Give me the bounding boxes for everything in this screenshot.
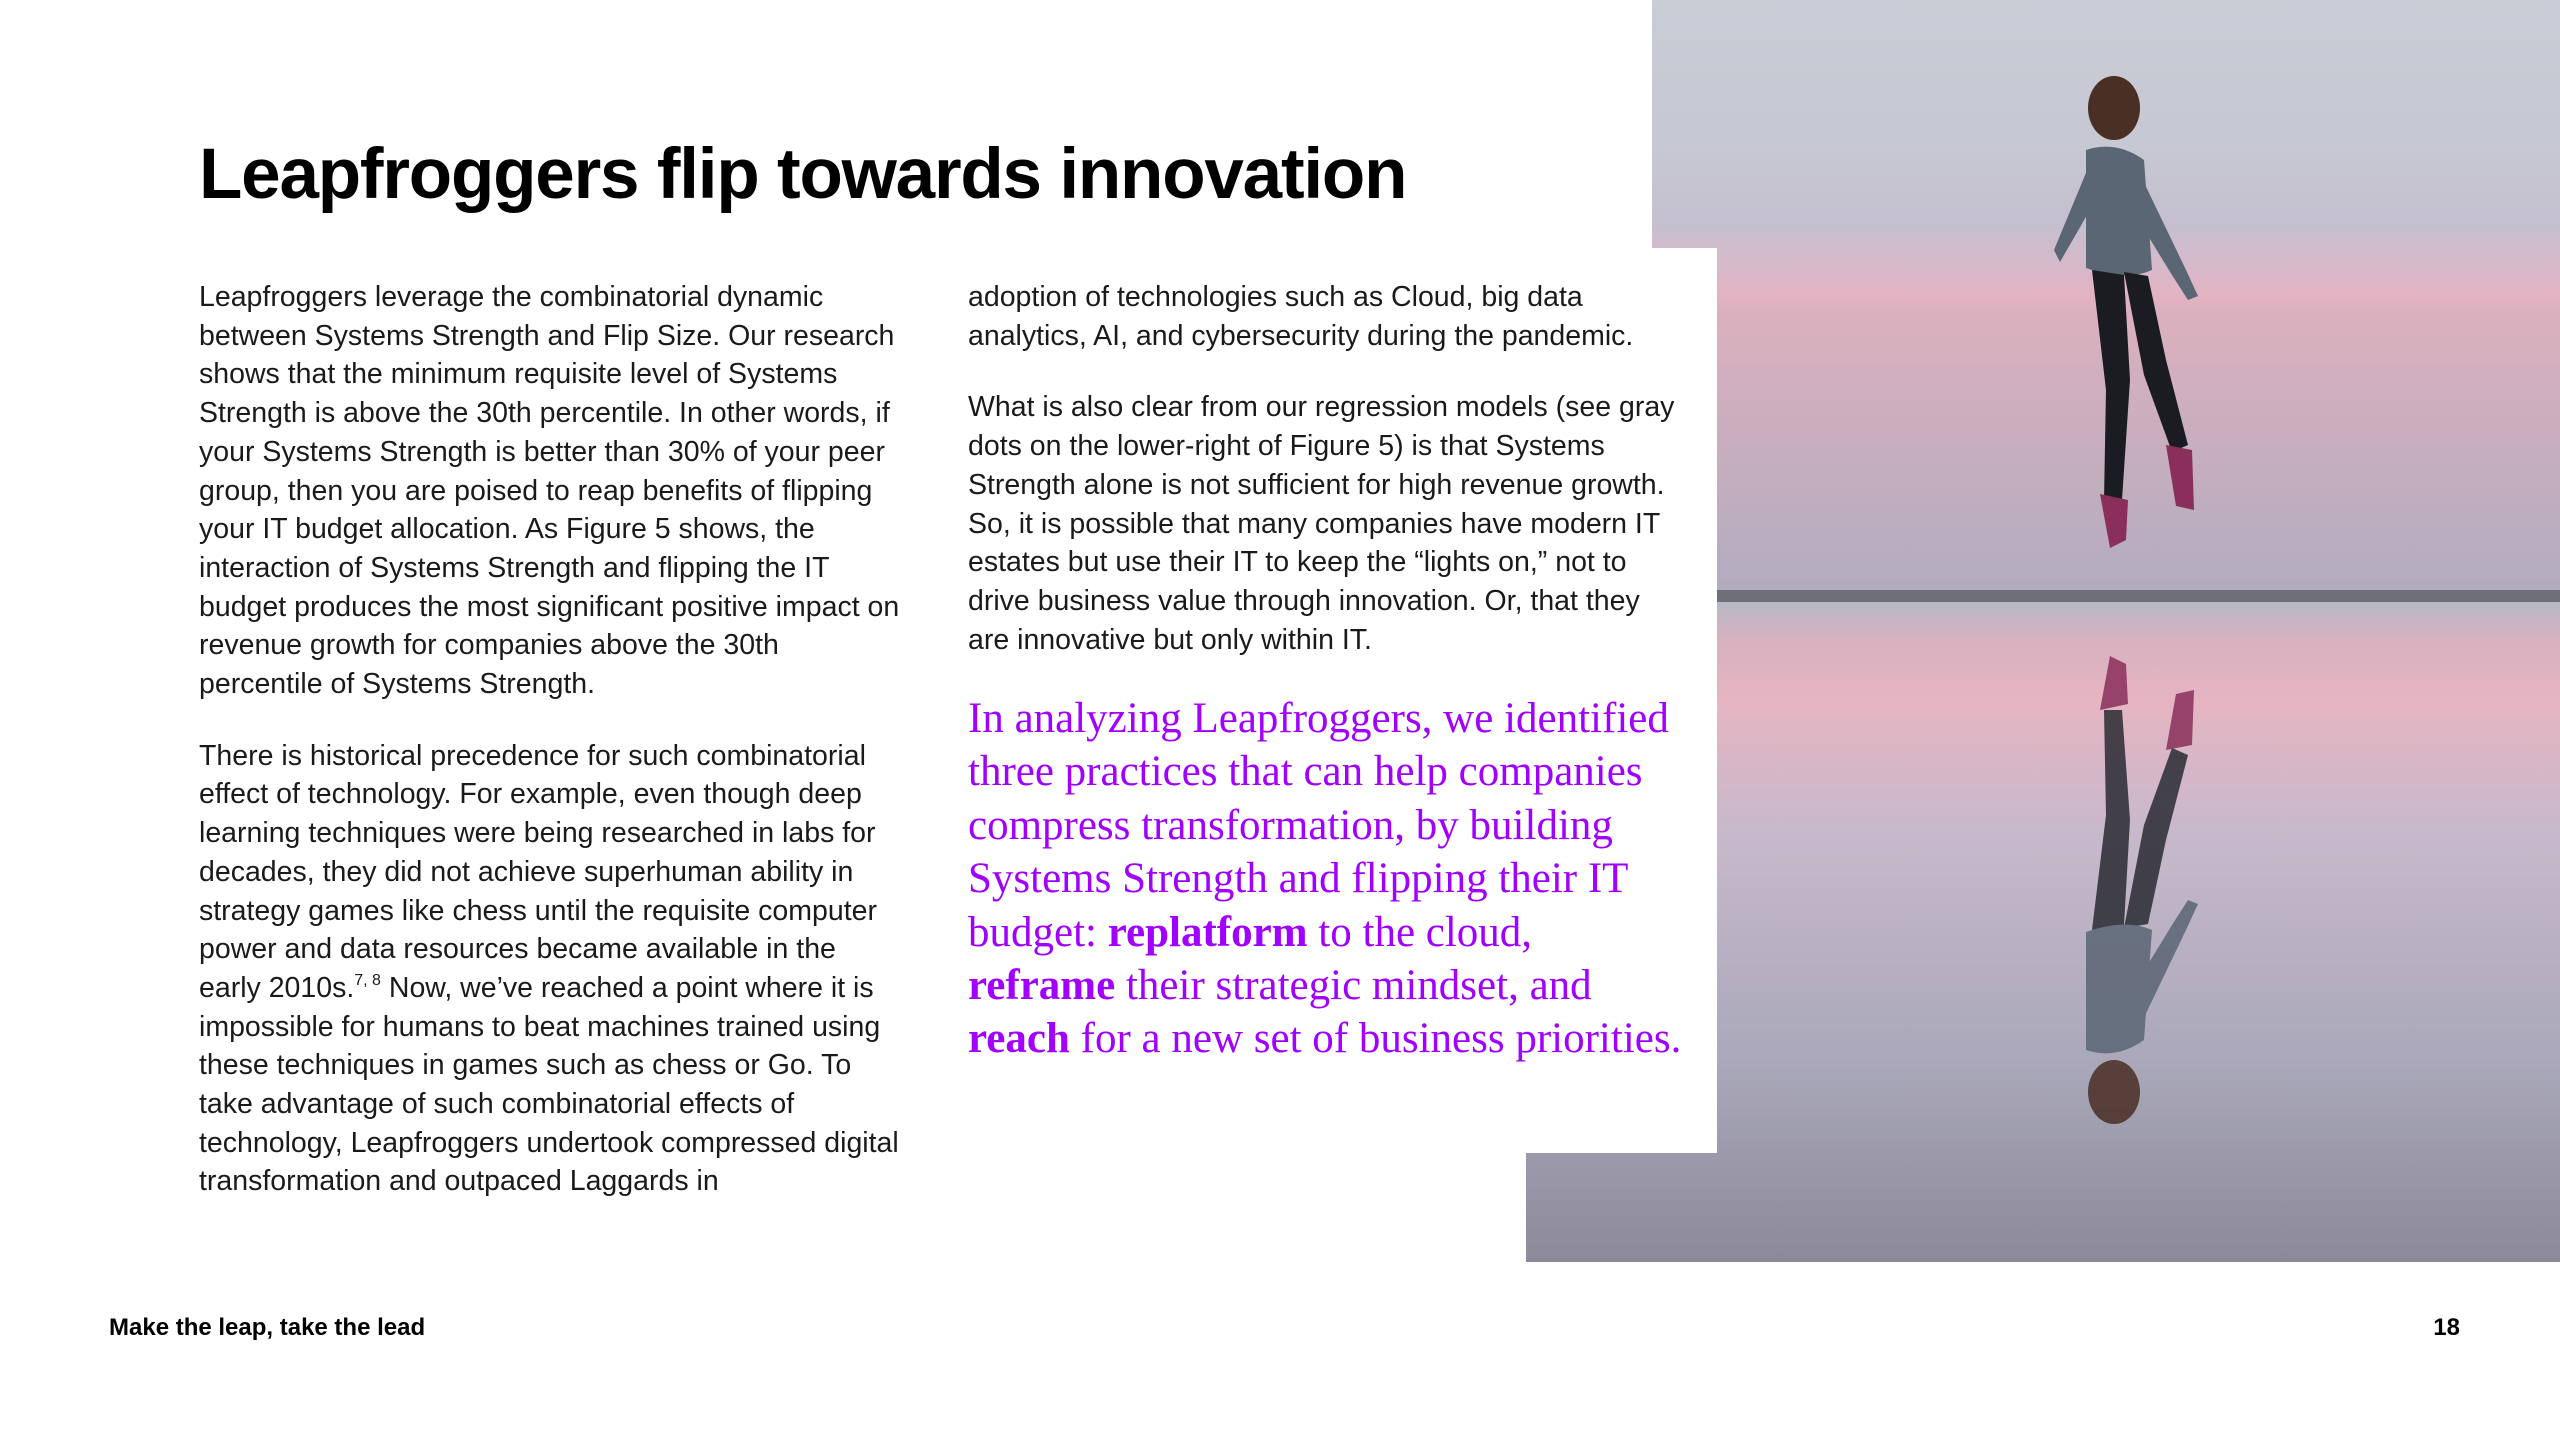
footer-tagline: Make the leap, take the lead	[109, 1314, 426, 1341]
pull-quote-text: their strategic mindset, and	[1115, 962, 1592, 1010]
pull-quote	[968, 692, 1688, 1066]
body-paragraph: adoption of technologies such as Cloud, big data analytics, AI, and cybersecurity during the pandemic.	[968, 281, 1634, 352]
pull-quote-emphasis: replatform	[1107, 908, 1308, 956]
body-text: Now, we’ve reached a point where it is impossible for humans to beat machines trained using these techniques in games such as chess or Go. To take advantage of such combinatorial effects of technology, Leapfroggers undertook compressed digital transformation and outpaced Laggards in	[199, 971, 899, 1198]
body-paragraph	[199, 737, 904, 1201]
layout-white-block	[1526, 0, 1652, 248]
pull-quote-text: to the cloud,	[1307, 908, 1533, 956]
body-text: There is historical precedence for such combinatorial effect of technology. For example, even though deep learning techniques were being researched in labs for decades, they did not achieve superhuman ability in strategy games like chess until the requisite computer power and data resources became available in the early 2010s.	[199, 739, 877, 1004]
pull-quote-emphasis: reach	[968, 1015, 1070, 1063]
right-text-column	[968, 278, 1688, 692]
pull-quote-text: In analyzing Leapfroggers, we identified three practices that can help companies compress transformation, by building Systems Strength and flipping their IT budget:	[968, 695, 1669, 956]
body-paragraph: Leapfroggers leverage the combinatorial dynamic between Systems Strength and Flip Size. Our research shows that the minimum requisite level of Systems Strength is above the 30th percentile. In other words, if your Systems Strength is better than 30% of your peer group, then you are poised to reap benefits of flipping your IT budget allocation. As Figure 5 shows, the interaction of Systems Strength and flipping the IT budget produces the most significant positive impact on revenue growth for companies above the 30th percentile of Systems Strength.	[199, 281, 900, 701]
left-text-column	[199, 278, 904, 1234]
pull-quote-text: for a new set of business priorities.	[1069, 1015, 1682, 1063]
page-number: 18	[2433, 1314, 2460, 1341]
body-paragraph: What is also clear from our regression models (see gray dots on the lower-right of Figure 5) is that Systems Strength alone is not sufficient for high revenue growth. So, it is possible that many companies have modern IT estates but use their IT to keep the “lights on,” not to drive business value through innovation. Or, that they are innovative but only within IT.	[968, 391, 1675, 656]
footnote-reference[interactable]: 7, 8	[354, 971, 381, 989]
pull-quote-emphasis: reframe	[968, 962, 1116, 1010]
page-title: Leapfroggers flip towards innovation	[199, 135, 1407, 214]
